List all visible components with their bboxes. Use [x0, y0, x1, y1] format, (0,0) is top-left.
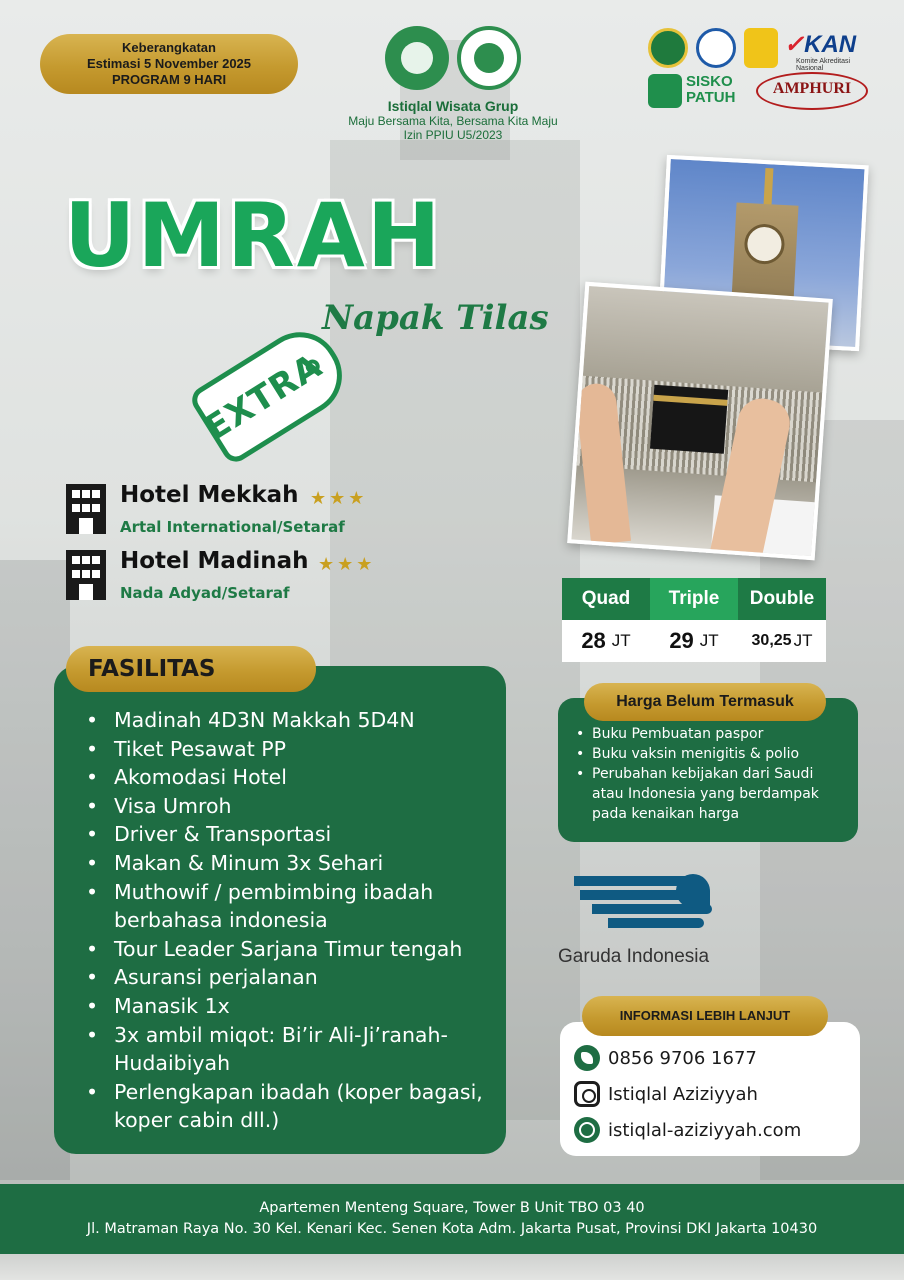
- amphuri-logo: AMPHURI: [756, 72, 868, 110]
- hotel-building-icon: [66, 550, 106, 600]
- instagram-icon: [574, 1081, 600, 1107]
- extra-tag-label: EXTRA: [197, 345, 330, 449]
- list-item: • Manasik 1x: [84, 992, 490, 1021]
- list-item: • Perlengkapan ibadah (koper bagasi, koper cabin dll.): [84, 1078, 490, 1135]
- kaaba-photo: [567, 282, 833, 561]
- footer-address: [0, 1184, 904, 1254]
- hotel-detail: Nada Adyad/Setaraf: [120, 584, 290, 602]
- crest-logo-icon: [744, 28, 778, 68]
- list-item: • Driver & Transportasi: [84, 820, 490, 849]
- list-item: • Buku vaksin menigitis & polio: [572, 744, 840, 764]
- kan-subtitle: Komite Akreditasi Nasional: [796, 58, 851, 72]
- list-item: • Tour Leader Sarjana Timur tengah: [84, 935, 490, 964]
- program-duration: PROGRAM 9 HARI: [111, 72, 227, 87]
- exclusions-title: Harga Belum Termasuk: [584, 683, 826, 721]
- garuda-logo: [558, 866, 738, 976]
- facilities-list: [84, 706, 490, 1135]
- facilities-panel: [54, 666, 506, 1154]
- list-item: • Akomodasi Hotel: [84, 763, 490, 792]
- price-header-quad: Quad: [562, 578, 650, 620]
- main-title: UMRAH: [64, 184, 443, 287]
- website-url: istiqlal-aziziyyah.com: [608, 1119, 802, 1141]
- contact-website[interactable]: [574, 1112, 860, 1148]
- hotel-detail: Artal International/Setaraf: [120, 518, 345, 536]
- footer-fade: [0, 1254, 904, 1280]
- price-table: [562, 578, 826, 662]
- price-header-double: Double: [738, 578, 826, 620]
- contact-title: INFORMASI LEBIH LANJUT: [582, 996, 828, 1036]
- price-header-triple: Triple: [650, 578, 738, 620]
- address-line-2: Jl. Matraman Raya No. 30 Kel. Kenari Kec. Senen Kota Adm. Jakarta Pusat, Provinsi DKI Jakarta 10430: [86, 1221, 818, 1237]
- globe-icon: [574, 1117, 600, 1143]
- hotel-building-icon: [66, 484, 106, 534]
- list-item: • Muthowif / pembimbing ibadah berbahasa indonesia: [84, 878, 490, 935]
- contact-panel: [560, 1022, 860, 1156]
- instagram-handle: Istiqlal Aziziyyah: [608, 1083, 758, 1105]
- exclusions-list: [572, 724, 840, 824]
- organizer-block: [322, 26, 584, 142]
- hotel-madinah: [66, 548, 486, 612]
- list-item: • Asuransi perjalanan: [84, 963, 490, 992]
- list-item: • Visa Umroh: [84, 792, 490, 821]
- departure-date: Estimasi 5 November 2025: [86, 56, 252, 71]
- satya-bakti-logo-icon: [457, 26, 521, 90]
- list-item: • Makan & Minum 3x Sehari: [84, 849, 490, 878]
- hotel-name: Hotel Madinah: [120, 548, 309, 574]
- phone-number: 0856 9706 1677: [608, 1047, 757, 1069]
- list-item: • Madinah 4D3N Makkah 5D4N: [84, 706, 490, 735]
- star-rating-icon: ★★★: [310, 488, 368, 509]
- facilities-title: FASILITAS: [66, 646, 316, 692]
- hotel-name: Hotel Mekkah: [120, 482, 299, 508]
- departure-label: Keberangkatan: [122, 40, 216, 55]
- contact-phone[interactable]: [574, 1040, 860, 1076]
- kan-logo: ✓KAN: [784, 31, 857, 58]
- airline-name: Garuda Indonesia: [558, 946, 710, 967]
- graduation-cap-icon: [648, 74, 682, 108]
- price-double: 30,25 JT: [751, 631, 813, 650]
- list-item: • Perubahan kebijakan dari Saudi atau Indonesia yang berdampak pada kenaikan harga: [572, 764, 840, 824]
- star-rating-icon: ★★★: [318, 554, 376, 575]
- price-quad: 28 JT: [581, 628, 631, 653]
- emblem-logo-icon: [696, 28, 736, 68]
- price-triple: 29 JT: [669, 628, 719, 653]
- istiqlal-logo-icon: [385, 26, 449, 90]
- organizer-license: Izin PPIU U5/2023: [403, 128, 503, 142]
- main-subtitle: Napak Tilas: [322, 298, 549, 338]
- organizer-tagline: Maju Bersama Kita, Bersama Kita Maju: [348, 114, 558, 128]
- organizer-name: Istiqlal Wisata Grup: [387, 98, 519, 114]
- accreditation-logos: [646, 26, 876, 116]
- departure-badge: [40, 34, 298, 94]
- list-item: • Buku Pembuatan paspor: [572, 724, 840, 744]
- kemenag-logo-icon: [648, 28, 688, 68]
- list-item: • 3x ambil miqot: Bi’ir Ali-Ji’ranah-Hudaibiyah: [84, 1021, 490, 1078]
- phone-icon: [574, 1045, 600, 1071]
- hotel-mekkah: [66, 482, 486, 546]
- sisko-patuh-logo: SISKO PATUH: [648, 72, 740, 110]
- list-item: • Tiket Pesawat PP: [84, 735, 490, 764]
- address-line-1: Apartemen Menteng Square, Tower B Unit TBO 03 40: [259, 1200, 645, 1216]
- contact-instagram[interactable]: [574, 1076, 860, 1112]
